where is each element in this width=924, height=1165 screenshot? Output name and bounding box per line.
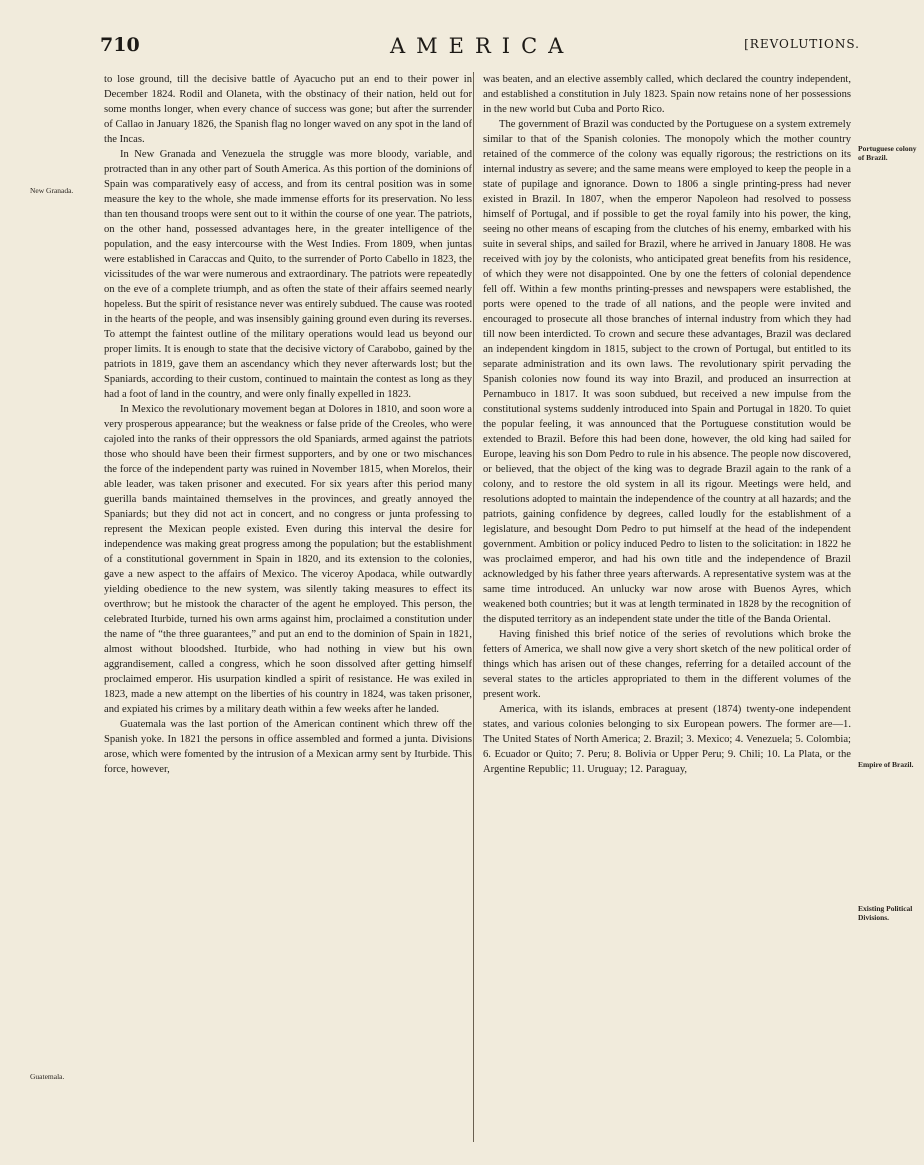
margin-note-portuguese-colony: Portuguese colony of Brazil. [858,144,917,162]
right-column [483,72,851,777]
paragraph: America, with its islands, embraces at present (1874) twenty-one independent states, and various colonies belonging to six European powers. The former are—1. The United States of North America; 2. Brazil; 3. Mexico; 4. Venezuela; 5. Colombia; 6. Ecuador or Quito; 7. Peru; 8. Bolivia or Upper Peru; 9. Chili; 10. La Plata, or the Argentine Republic; 11. Uruguay; 12. Paraguay, [483,704,851,775]
running-title: AMERICA [390,34,575,58]
paragraph: Having finished this brief notice of the series of revolutions which broke the fetters of America, we shall now give a very short sketch of the new political order of things which has arisen out of these changes, referring for a detailed account of the several states to the articles appropriated to them in the different volumes of the present work. [483,629,851,700]
margin-note-new-granada: New Granada. [30,186,74,195]
paragraph: was beaten, and an elective assembly called, which declared the country independent, and established a constitution in July 1823. Spain now retains none of her possessions in the new world but Cuba and Porto Rico. [483,74,851,115]
margin-note-existing-divisions: Existing Political Divisions. [858,904,913,922]
margin-note-guatemala: Guatemala. [30,1072,65,1081]
paragraph: to lose ground, till the decisive battle of Ayacucho put an end to their power in December 1824. Rodil and Olaneta, with the obstinacy of their nation, held out for some months longer, when every chance of success was gone; but after the surrender of Callao in January 1826, the Spanish flag no longer waved on any spot in the land of the Incas. [104,74,472,145]
left-column [104,72,472,777]
page-number: 710 [100,34,140,56]
paragraph: The government of Brazil was conducted by the Portuguese on a system extremely similar to that of the Spanish colonies. The monopoly which the mother country retained of the commerce of the colony was equally rigorous; the restrictions on its internal industry as severe; and the same means were employed to keep the people in a state of pupilage and ignorance. Down to 1806 a single printing-press had never existed in Brazil. In 1807, when the emperor Napoleon had resolved to possess himself of Portugal, and if possible to get the royal family into his power, the king, seeing no other means of escaping from the clutches of his enemy, embarked with his suite in several ships, and sailed for Brazil, where he arrived in January 1808. He was received with joy by the colonists, who anticipated great benefits from his residence, of which they were not disappointed. One by one the fetters of colonial dependence fell off. Within a few months printing-presses and newspapers were established, the ports were opened to the trade of all nations, and the people were invited and encouraged to prosecute all those branches of internal industry from which they had till now been interdicted. To crown and secure these advantages, Brazil was declared an independent kingdom in 1815, subject to the crown of Portugal, but entitled to its separate administration and its own laws. The revolutionary spirit pervading the Spanish colonies now found its way into Brazil, and produced an insurrection at Pernambuco in 1817. It was soon subdued, but received a new impulse from the constitutional systems suddenly introduced into Spain and Portugal in 1820. To quiet the popular feeling, it was announced that the Portuguese constitution would be extended to Brazil. Before this had been done, however, the old king had sailed for Europe, leaving his son Dom Pedro to rule in his absence. The people now discovered, or believed, that the object of the king was to degrade Brazil again to the rank of a colony, and to restore the old system in all its rigour. Meetings were held, and resolutions adopted to maintain the independence of the country at all hazards; and the patriots, gaining confidence by degrees, called loudly for the establishment of a legislature, and besought Dom Pedro to put himself at the head of the independent government. Ambition or policy induced Pedro to listen to the solicitation: in 1822 he was proclaimed emperor, and had his own title and the independence of Brazil acknowledged by his father three years afterwards. A representative system was at the same time introduced. An unlucky war now arose with Buenos Ayres, which weakened both countries; but it was at length terminated in 1828 by the recognition of the disputed territory as an independent state under the title of the Banda Oriental. [483,119,851,625]
paragraph: In New Granada and Venezuela the struggle was more bloody, variable, and protracted than in any other part of South America. As this portion of the dominions of Spain was comparatively easy of access, and from its central position was in some measure the key to the whole, she made immense efforts for its preservation. No less than ten thousand troops were sent out to it within the course of one year. The patriots, on the other hand, possessed advantages here, in the greater intelligence of the population, and the easy intercourse with the West Indies. From 1809, when juntas were established in Caraccas and Quito, to the surrender of Porto Cabello in 1823, the vicissitudes of the war were numerous and extraordinary. The patriots were repeatedly on the eve of a complete triumph, and as often the state of their affairs seemed nearly hopeless. But the spirit of resistance never was entirely subdued. The cause was rooted in the hearts of the people, and was insensibly gaining ground even during its reverses. To attempt the faintest outline of the military operations would lead us beyond our proper limits. It is enough to state that the decisive victory of Carabobo, gained by the patriots in 1819, gave them an ascendancy which they never afterwards lost; but the Spaniards, according to their custom, continued to maintain the contest as long as they had a foot of land in the country, and were only finally expelled in 1823. [104,149,472,400]
paragraph: Guatemala was the last portion of the American continent which threw off the Spanish yoke. In 1821 the persons in office assembled and formed a junta. Divisions arose, which were fomented by the intrusion of a Mexican army sent by Iturbide. This force, however, [104,719,472,775]
margin-note-empire-brazil: Empire of Brazil. [858,760,914,769]
section-tag: [REVOLUTIONS. [744,37,860,51]
page-header [100,34,860,64]
column-divider [473,72,474,1142]
paragraph: In Mexico the revolutionary movement began at Dolores in 1810, and soon wore a very prosperous appearance; but the weakness or false pride of the Creoles, who were cajoled into the ranks of their oppressors the old Spaniards, armed against the patriots those who should have been their firmest supporters, and by one or two mischances the force of the independent party was ruined in November 1815, when Morelos, their able leader, was taken prisoner and executed. For six years after this period many guerilla bands maintained themselves in the provinces, and greatly annoyed the Spaniards; but they did not act in concert, and no congress or junta professing to represent the Mexican people existed. Even during this interval the desire for independence was making great progress among the population; but the establishment of a constitutional government in Spain in 1820, and its extension to the colonies, gave a new aspect to the affairs of Mexico. The viceroy Apodaca, while outwardly yielding obedience to the new system, was silently taking measures to effect its overthrow; but he mistook the character of the agent he employed. This person, the celebrated Iturbide, turned his own arms against him, proclaimed a constitution under the name of “the three guarantees,” and put an end to the dominion of Spain in 1821, almost without bloodshed. Iturbide, who had nothing in view but his own aggrandisement, called a congress, which he soon dissolved after getting himself proclaimed emperor. His usurpation kindled a spirit of resistance. He was exiled in 1823, made a new attempt on the liberties of his country in 1824, was taken prisoner, and expiated his crimes by a military death within a few weeks after he landed. [104,404,472,715]
